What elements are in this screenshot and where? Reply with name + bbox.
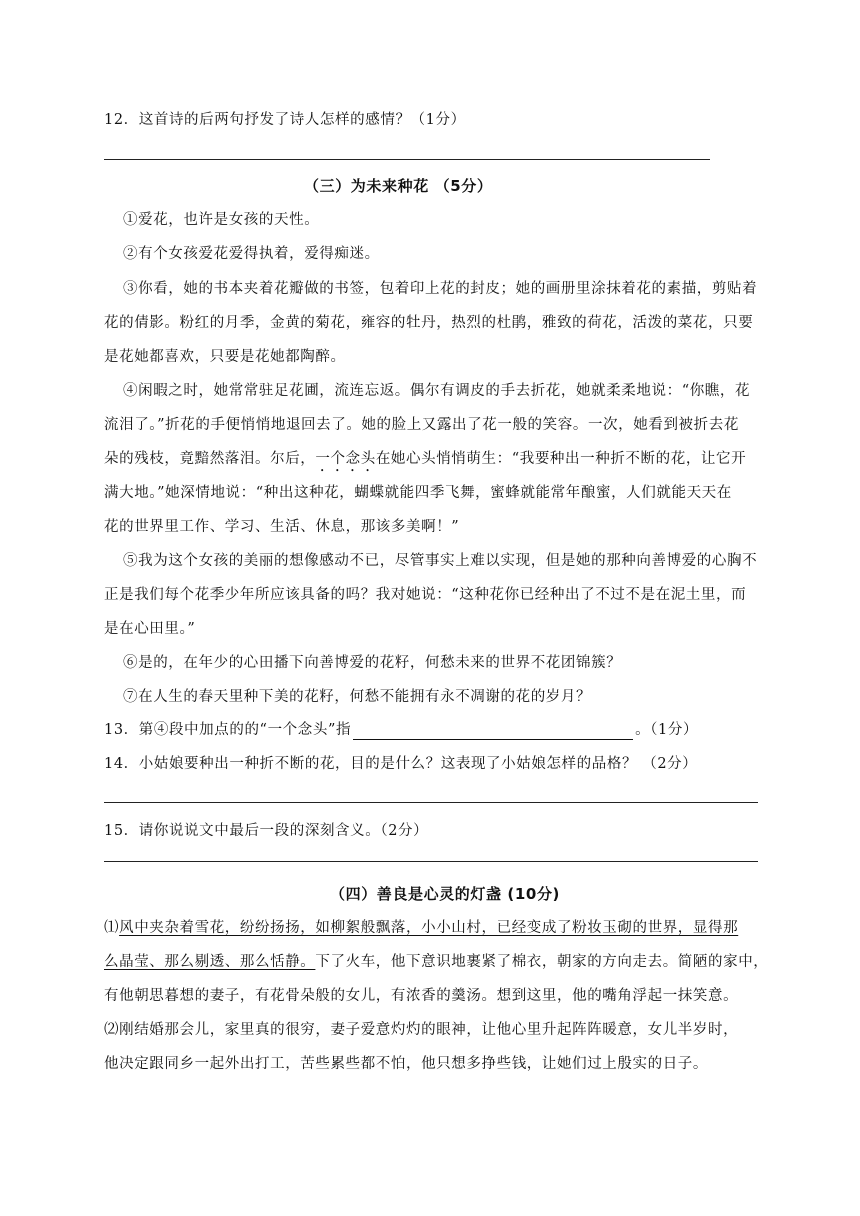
paragraph-line: 他决定跟同乡一起外出打工，苦些累些都不怕，他只想多挣些钱，让她们过上殷实的日子。 xyxy=(104,1056,708,1072)
paragraph-line: 流泪了。”折花的手便悄悄地退回去了。她的脸上又露出了花一般的笑容。一次，她看到被折去花 xyxy=(104,417,739,433)
question-14: 14．小姑娘要种出一种折不断的花，目的是什么？这表现了小姑娘怎样的品格？ （2分） xyxy=(104,756,698,772)
underlined-sentence: 么晶莹、那么剔透、那么恬静。 xyxy=(104,954,316,970)
paragraph-line: 朵的残枝，竟黯然落泪。尔后，一个念头在她心头悄悄萌生：“我要种出一种折不断的花，让它开 xyxy=(104,451,747,467)
paragraph-line: 满大地。”她深情地说：“种出这种花，蝴蝶就能四季飞舞，蜜蜂就能常年酿蜜，人们就能天天在 xyxy=(104,485,732,501)
section-title: （三）为未来种花 （5分） xyxy=(304,177,493,195)
underlined-sentence: 风中夹杂着雪花，纷纷扬扬，如柳絮般飘落，小小山村，已经变成了粉妆玉砌的世界，显得那 xyxy=(119,920,739,936)
paragraph: ①爱花，也许是女孩的天性。 xyxy=(123,212,320,228)
paragraph-line: 花的世界里工作、学习、生活、休息，那该多美啊！” xyxy=(104,519,460,535)
paragraph-line: ③你看，她的书本夹着花瓣做的书签，包着印上花的封皮；她的画册里涂抹着花的素描，剪贴着 xyxy=(123,281,758,297)
paragraph-line: ⑴风中夹杂着雪花，纷纷扬扬，如柳絮般飘落，小小山村，已经变成了粉妆玉砌的世界，显得那 xyxy=(104,920,739,936)
question-15: 15．请你说说文中最后一段的深刻含义。（2分） xyxy=(104,823,429,839)
paragraph: ⑦在人生的春天里种下美的花籽，何愁不能拥有永不凋谢的花的岁月？ xyxy=(123,689,592,705)
paragraph-line: 正是我们每个花季少年所应该具备的吗？我对她说：“这种花你已经种出了不过不是在泥土里，而 xyxy=(104,587,747,603)
paragraph-line: ⑵刚结婚那会儿，家里真的很穷，妻子爱意灼灼的眼神，让他心里升起阵阵暖意，女儿半岁时， xyxy=(104,1022,739,1038)
paragraph-line: 有他朝思暮想的妻子，有花骨朵般的女儿，有浓香的羹汤。想到这里，他的嘴角浮起一抹笑意。 xyxy=(104,988,739,1004)
paragraph-line: ④闲暇之时，她常常驻足花圃，流连忘返。偶尔有调皮的手去折花，她就柔柔地说：“你瞧，花 xyxy=(123,383,751,399)
paragraph: ②有个女孩爱花爱得执着，爱得痴迷。 xyxy=(123,246,380,262)
dotted-phrase: 一个念头 xyxy=(315,451,376,467)
answer-line xyxy=(104,159,710,160)
paragraph-line: 是在心田里。” xyxy=(104,621,196,637)
answer-blank[interactable] xyxy=(353,723,633,740)
section-title: （四）善良是心灵的灯盏 (10分) xyxy=(330,885,561,903)
paragraph-line: 是花她都喜欢，只要是花她都陶醉。 xyxy=(104,349,346,365)
paragraph-line: 么晶莹、那么剔透、那么恬静。下了火车，他下意识地裹紧了棉衣，朝家的方向走去。简陋的家中， xyxy=(104,954,769,970)
paragraph-line: 花的倩影。粉红的月季，金黄的菊花，雍容的牡丹，热烈的杜鹃，雅致的荷花，活泼的菜花，只要 xyxy=(104,315,754,331)
question-12: 12．这首诗的后两句抒发了诗人怎样的感情？（1分） xyxy=(104,112,466,128)
answer-line xyxy=(104,802,758,803)
question-13: 13．第④段中加点的的“一个念头”指 。（1分） xyxy=(104,722,699,738)
answer-line xyxy=(104,861,758,862)
paragraph-line: ⑤我为这个女孩的美丽的想像感动不已，尽管事实上难以实现，但是她的那种向善博爱的心胸不 xyxy=(123,553,758,569)
paragraph: ⑥是的，在年少的心田播下向善博爱的花籽，何愁未来的世界不花团锦簇？ xyxy=(123,655,622,671)
